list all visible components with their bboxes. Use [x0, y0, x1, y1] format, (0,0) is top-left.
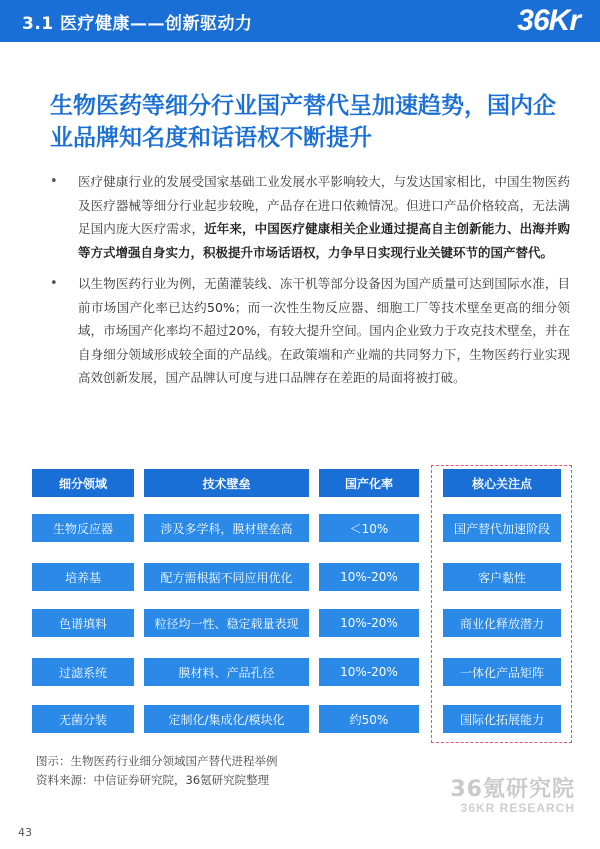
table-cell-segment: 过滤系统	[32, 658, 134, 686]
table-cell-rate: 10%-20%	[319, 658, 419, 686]
table-cell-barrier: 膜材料、产品孔径	[144, 658, 309, 686]
bullet-text	[78, 272, 570, 390]
bullet-text	[78, 170, 570, 264]
table-cell-barrier: 涉及多学科，膜材壁垒高	[144, 514, 309, 542]
table-cell-segment: 色谱填料	[32, 609, 134, 637]
bullet-list	[50, 170, 570, 398]
table-cell-barrier: 粒径均一性、稳定载量表现	[144, 609, 309, 637]
table-cell-focus: 客户黏性	[443, 563, 561, 591]
table-cell-focus: 一体化产品矩阵	[443, 658, 561, 686]
watermark-cn: 36氪研究院	[450, 777, 575, 802]
table-cell-rate: 10%-20%	[319, 563, 419, 591]
header-bar	[0, 0, 600, 42]
table-cell-focus: 国际化拓展能力	[443, 705, 561, 733]
bullet-text-plain: 以生物医药行业为例，无菌灌装线、冻干机等部分设备因为国产质量可达到国际水准，目前市场国产化率已达约50%；而一次性生物反应器、细胞工厂等技术壁垒更高的细分领域，市场国产化率均不超过20%，有较大提升空间。国内企业致力于攻克技术壁垒，并在自身细分领域形成较全面的产品线。在政策端和产业端的共同努力下，生物医药行业实现高效创新发展，国产品牌认可度与进口品牌存在差距的局面将被打破。	[78, 276, 570, 385]
watermark-en: 36KR RESEARCH	[460, 801, 575, 815]
table-header-segment: 细分领域	[32, 469, 134, 497]
table-header-barrier: 技术壁垒	[144, 469, 309, 497]
bullet-item	[50, 170, 570, 264]
table-cell-segment: 培养基	[32, 563, 134, 591]
section-title: 3.1 医疗健康——创新驱动力	[22, 14, 253, 34]
table-cell-barrier: 配方需根据不同应用优化	[144, 563, 309, 591]
localization-table	[32, 465, 572, 747]
brand-logo: 36Kr	[517, 4, 580, 37]
figure-caption: 图示：生物医药行业细分领域国产替代进程举例	[36, 754, 278, 768]
source-note: 资料来源：中信证券研究院，36氪研究院整理	[36, 773, 270, 787]
table-header-focus: 核心关注点	[443, 469, 561, 497]
bullet-marker: •	[50, 174, 58, 189]
table-cell-segment: 生物反应器	[32, 514, 134, 542]
table-cell-barrier: 定制化/集成化/模块化	[144, 705, 309, 733]
table-cell-focus: 国产替代加速阶段	[443, 514, 561, 542]
bullet-text-plain: 医疗健康行业的发展受国家基础工业发展水平影响较大，与发达国家相比，中国生物医药及医疗器械等细分行业起步较晚，产品存在进口依赖情况。但进口产品价格较高，无法满足国内庞大医疗需求，	[78, 174, 570, 236]
table-cell-rate: ＜10%	[319, 514, 419, 542]
bullet-item	[50, 272, 570, 390]
page-headline: 生物医药等细分行业国产替代呈加速趋势，国内企业品牌知名度和话语权不断提升	[50, 93, 556, 151]
focus-highlight-box	[431, 465, 572, 743]
table-cell-segment: 无菌分装	[32, 705, 134, 733]
table-cell-rate: 10%-20%	[319, 609, 419, 637]
bullet-marker: •	[50, 276, 58, 291]
table-cell-rate: 约50%	[319, 705, 419, 733]
table-cell-focus: 商业化释放潜力	[443, 609, 561, 637]
table-header-rate: 国产化率	[319, 469, 419, 497]
bullet-text-bold: 近年来，中国医疗健康相关企业通过提高自主创新能力、出海并购等方式增强自身实力，积极提升市场话语权，力争早日实现行业关键环节的国产替代。	[78, 221, 570, 260]
page-number: 43	[18, 826, 32, 839]
